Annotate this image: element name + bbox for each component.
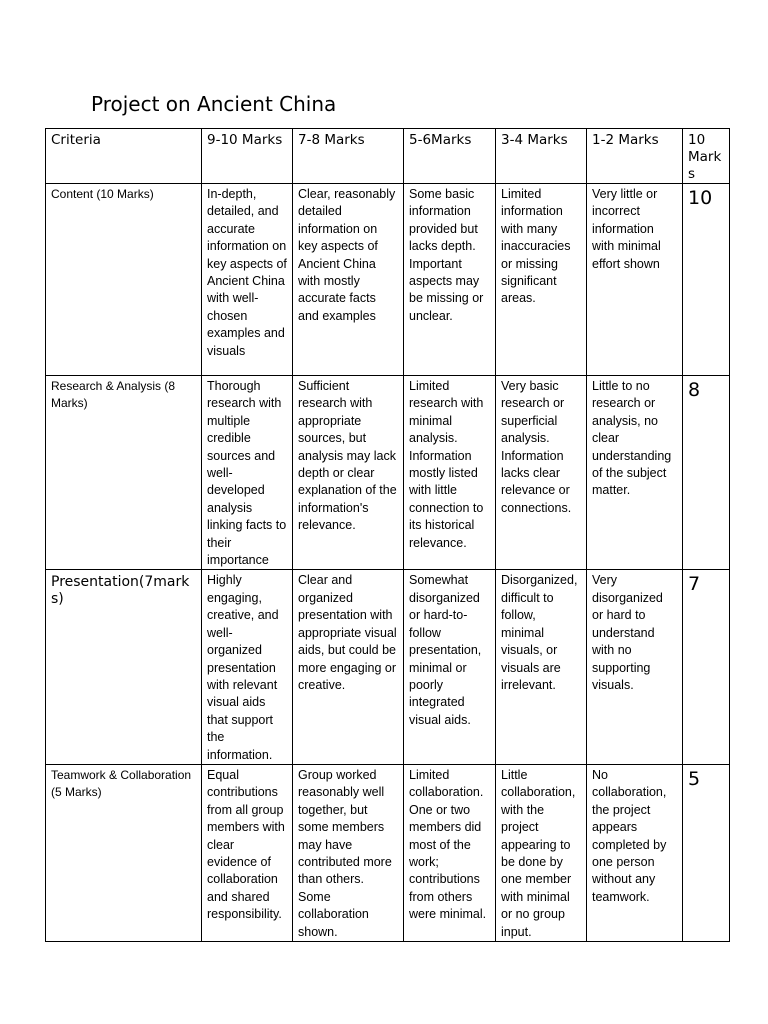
- row-cell: Clear, reasonably detailed information on key aspects of Ancient China with mostly accurate facts and examples: [293, 184, 404, 376]
- row-score: 7: [683, 570, 730, 764]
- row-cell: Limited research with minimal analysis. Information mostly listed with little connection to its historical relevance.: [404, 376, 496, 570]
- table-row: [46, 570, 730, 764]
- header-9-10-marks: 9-10 Marks: [202, 129, 293, 184]
- row-cell: Highly engaging, creative, and well-organized presentation with relevant visual aids that support the information.: [202, 570, 293, 764]
- table-row: [46, 764, 730, 941]
- row-criteria: Content (10 Marks): [46, 184, 202, 376]
- header-3-4-marks: 3-4 Marks: [496, 129, 587, 184]
- row-cell: Little to no research or analysis, no clear understanding of the subject matter.: [587, 376, 683, 570]
- header-1-2-marks: 1-2 Marks: [587, 129, 683, 184]
- row-criteria: Research & Analysis (8 Marks): [46, 376, 202, 570]
- row-score: 8: [683, 376, 730, 570]
- row-cell: Very disorganized or hard to understand with no supporting visuals.: [587, 570, 683, 764]
- rubric-table: [45, 128, 730, 942]
- table-row: [46, 376, 730, 570]
- header-7-8-marks: 7-8 Marks: [293, 129, 404, 184]
- row-cell: Sufficient research with appropriate sources, but analysis may lack depth or clear explanation of the information's relevance.: [293, 376, 404, 570]
- row-cell: Some basic information provided but lacks depth. Important aspects may be missing or unclear.: [404, 184, 496, 376]
- row-cell: In-depth, detailed, and accurate information on key aspects of Ancient China with well-chosen examples and visuals: [202, 184, 293, 376]
- row-score: 10: [683, 184, 730, 376]
- row-cell: Very basic research or superficial analysis. Information lacks clear relevance or connections.: [496, 376, 587, 570]
- table-row: [46, 184, 730, 376]
- row-criteria: Presentation(7marks): [46, 570, 202, 764]
- row-cell: Clear and organized presentation with appropriate visual aids, but could be more engaging or creative.: [293, 570, 404, 764]
- row-cell: Thorough research with multiple credible sources and well-developed analysis linking facts to their importance: [202, 376, 293, 570]
- row-cell: Limited information with many inaccuracies or missing significant areas.: [496, 184, 587, 376]
- row-cell: Somewhat disorganized or hard-to-follow presentation, minimal or poorly integrated visual aids.: [404, 570, 496, 764]
- row-cell: No collaboration, the project appears completed by one person without any teamwork.: [587, 764, 683, 941]
- row-cell: Very little or incorrect information with minimal effort shown: [587, 184, 683, 376]
- header-row: [46, 129, 730, 184]
- row-cell: Little collaboration, with the project appearing to be done by one member with minimal or no group input.: [496, 764, 587, 941]
- row-score: 5: [683, 764, 730, 941]
- page-title: Project on Ancient China: [91, 92, 337, 116]
- header-criteria: Criteria: [46, 129, 202, 184]
- row-criteria: Teamwork & Collaboration (5 Marks): [46, 764, 202, 941]
- row-cell: Disorganized, difficult to follow, minimal visuals, or visuals are irrelevant.: [496, 570, 587, 764]
- row-cell: Limited collaboration. One or two members did most of the work; contributions from others were minimal.: [404, 764, 496, 941]
- row-cell: Group worked reasonably well together, but some members may have contributed more than others. Some collaboration shown.: [293, 764, 404, 941]
- header-5-6-marks: 5-6Marks: [404, 129, 496, 184]
- header-score: 10 Marks: [683, 129, 730, 184]
- row-cell: Equal contributions from all group members with clear evidence of collaboration and shared responsibility.: [202, 764, 293, 941]
